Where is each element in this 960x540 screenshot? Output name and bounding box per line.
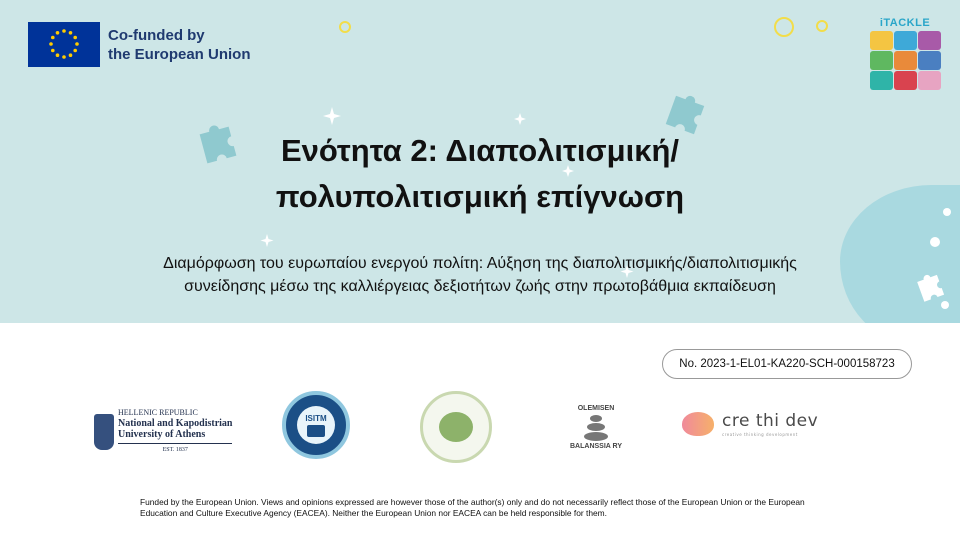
tree-icon <box>439 412 473 442</box>
crethidev-tagline: creative thinking development <box>722 432 798 437</box>
balanssia-bottom-label: BALANSSIA RY <box>570 442 622 450</box>
crethidev-name: cre thi dev <box>722 411 819 431</box>
brain-icon <box>682 412 714 436</box>
stone-icon <box>584 432 608 441</box>
grant-number: No. 2023-1-EL01-KA220-SCH-000158723 <box>679 358 895 370</box>
puzzle-logo-icon <box>870 31 940 90</box>
uoa-est: EST. 1837 <box>118 443 232 456</box>
book-icon <box>307 425 325 437</box>
school-tree-logo <box>420 391 492 463</box>
eu-label-line1: Co-funded by <box>108 26 205 44</box>
slide-subtitle-line2: συνείδησης μέσω της καλλιέργειας δεξιοτήτων ζωής στην πρωτοβάθμια εκπαίδευση <box>184 278 776 295</box>
uoa-line2: National and Kapodistrian <box>118 418 233 429</box>
slide-title-line2: πολυπολιτισμική επίγνωση <box>275 179 685 214</box>
stone-icon <box>587 423 605 431</box>
itackle-label: iTACKLE <box>879 17 931 29</box>
slide-title-line1: Ενότητα 2: Διαπολιτισμική/ <box>280 133 680 168</box>
eu-flag-icon <box>28 22 100 67</box>
circle-decoration-3 <box>817 21 827 31</box>
isitm-logo <box>282 391 350 459</box>
eu-disclaimer: Funded by the European Union. Views and opinions expressed are however those of the author(s) only and do not necessarily reflect those of the European Union or the European Education and Culture Executive Agency (EACEA). Neither the European Union nor EACEA can be held responsible for them. <box>140 497 805 518</box>
circle-decoration-2 <box>775 18 793 36</box>
circle-decoration-1 <box>340 22 350 32</box>
uoa-line1: HELLENIC REPUBLIC <box>118 408 198 417</box>
olemisen-balanssia-logo <box>560 391 632 463</box>
slide-title <box>0 128 960 220</box>
eu-cofunding-logo <box>28 22 251 67</box>
athena-emblem-icon <box>94 414 114 450</box>
puzzle-piece-icon <box>916 272 944 302</box>
balanssia-top-label: OLEMISEN <box>577 404 615 412</box>
eu-label <box>108 26 251 64</box>
eu-label-line2: the European Union <box>108 45 251 63</box>
grant-number-badge <box>662 349 912 379</box>
slide-subtitle <box>80 252 880 298</box>
stone-icon <box>590 415 602 422</box>
sparkle-icon <box>514 113 526 125</box>
isitm-label: ISITM <box>305 413 327 423</box>
sparkle-icon <box>323 107 341 125</box>
slide-subtitle-line1: Διαμόρφωση του ευρωπαίου ενεργού πολίτη: Αύξηση της διαπολιτισμικής/διαπολιτισμικής <box>163 255 797 272</box>
uoa-logo <box>94 407 232 456</box>
sparkle-icon <box>261 234 274 247</box>
crethidev-logo <box>682 411 818 437</box>
partner-logos <box>0 385 960 475</box>
itackle-logo <box>870 17 940 90</box>
uoa-line3: University of Athens <box>118 429 206 440</box>
